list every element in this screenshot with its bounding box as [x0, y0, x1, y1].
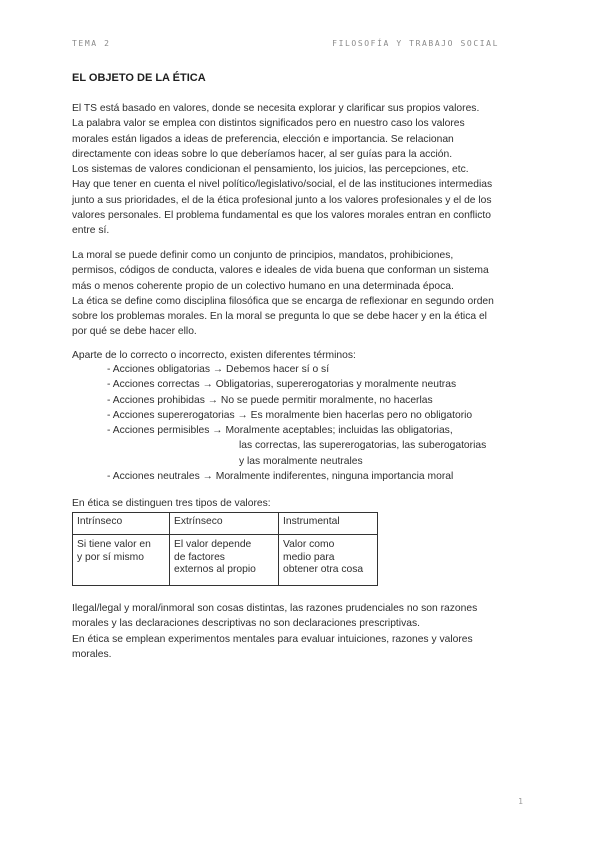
header-topic: TEMA 2	[72, 39, 111, 48]
text-line: Los sistemas de valores condicionan el pensamiento, los juicios, las percepciones, etc.	[72, 164, 469, 176]
cell-line: obtener otra cosa	[283, 564, 364, 575]
text-line: morales y las declaraciones descriptivas no son declaraciones prescriptivas.	[72, 618, 420, 630]
text-line: permisos, códigos de conducta, valores e ideales de vida buena que conforman un sistema	[72, 265, 489, 277]
page-number: 1	[518, 797, 523, 806]
cell-line: medio para	[283, 551, 335, 563]
table-row	[73, 535, 378, 586]
text-line: La palabra valor se emplea con distintos significados pero en nuestro caso los valores	[72, 118, 465, 130]
list-item	[107, 408, 486, 423]
values-intro: En ética se distinguen tres tipos de valores:	[72, 498, 271, 509]
cell-line: externos al propio	[174, 564, 256, 575]
paragraph-closing	[72, 601, 542, 662]
list-item	[107, 377, 486, 392]
text-line: morales están ligados a ideas de preferencia, elección e importancia. Se relacionan	[72, 133, 454, 145]
text-line: La ética se define como disciplina filosófica que se encarga de reflexionar en segundo orden	[72, 295, 494, 307]
text-line: Hay que tener en cuenta el nivel político/legislativo/social, el de las instituciones intermedias	[72, 179, 493, 191]
paragraph-terms-intro	[72, 348, 542, 363]
list-item-text: - Acciones supererogatorias → Es moralmente bien hacerlas pero no obligatorio	[107, 409, 473, 421]
text-line: junto a sus prioridades, el de la ética profesional junto a los valores profesionales y el de los	[72, 194, 492, 206]
column-header: Intrínseco	[73, 513, 170, 535]
list-item-text: - Acciones correctas → Obligatorias, supererogatorias y moralmente neutras	[107, 379, 457, 391]
table-cell	[279, 535, 378, 586]
list-item-text: - Acciones permisibles → Moralmente aceptables; incluidas las obligatorias,	[107, 425, 453, 437]
list-item-continuation: las correctas, las supererogatorias, las suberogatorias	[239, 440, 487, 452]
table-cell	[73, 535, 170, 586]
text-line: El TS está basado en valores, donde se necesita explorar y clarificar sus propios valores.	[72, 103, 480, 114]
cell-line: y por sí mismo	[77, 551, 144, 563]
column-header: Extrínseco	[170, 513, 279, 535]
list-item	[107, 362, 486, 377]
values-table	[72, 512, 378, 586]
text-line: Ilegal/legal y moral/inmoral son cosas distintas, las razones prudenciales no son razones	[72, 603, 478, 614]
table-cell	[170, 535, 279, 586]
text-line: En ética se emplean experimentos mentales para evaluar intuiciones, razones y valores	[72, 633, 473, 645]
text-line: morales.	[72, 648, 112, 660]
list-item	[107, 469, 486, 484]
cell-line: El valor depende	[174, 539, 252, 550]
text-line: por qué se debe hacer ello.	[72, 326, 197, 338]
cell-line: de factores	[174, 551, 225, 563]
section-title: EL OBJETO DE LA ÉTICA	[72, 72, 206, 84]
text-line: sobre los problemas morales. En la moral se pregunta lo que se debe hacer y en la ética el	[72, 311, 487, 323]
cell-line: Si tiene valor en	[77, 539, 151, 550]
text-line: Aparte de lo correcto o incorrecto, existen diferentes términos:	[72, 350, 356, 361]
header-subject: FILOSOFÍA Y TRABAJO SOCIAL	[332, 39, 499, 48]
list-item	[107, 393, 486, 408]
text-line: La moral se puede definir como un conjunto de principios, mandatos, prohibiciones,	[72, 250, 454, 261]
list-item-text: - Acciones obligatorias → Debemos hacer sí o sí	[107, 364, 330, 375]
list-item	[107, 423, 486, 469]
cell-line: Valor como	[283, 539, 335, 550]
table-header-row	[73, 513, 378, 535]
list-item-text: - Acciones neutrales → Moralmente indiferentes, ninguna importancia moral	[107, 471, 454, 483]
actions-list	[107, 362, 486, 484]
list-item-text: - Acciones prohibidas → No se puede permitir moralmente, no hacerlas	[107, 394, 433, 406]
text-line: directamente con ideas sobre lo que deberíamos hacer, al ser guías para la acción.	[72, 148, 453, 160]
text-line: entre sí.	[72, 225, 110, 237]
list-item-continuation: y las moralmente neutrales	[239, 455, 363, 467]
paragraph-values	[72, 101, 542, 239]
text-line: valores personales. El problema fundamental es que los valores morales entran en conflicto	[72, 210, 491, 222]
column-header: Instrumental	[279, 513, 378, 535]
text-line: más o menos coherente propio de un colectivo humano en una determinada época.	[72, 280, 454, 292]
paragraph-moral-ethics	[72, 248, 542, 340]
